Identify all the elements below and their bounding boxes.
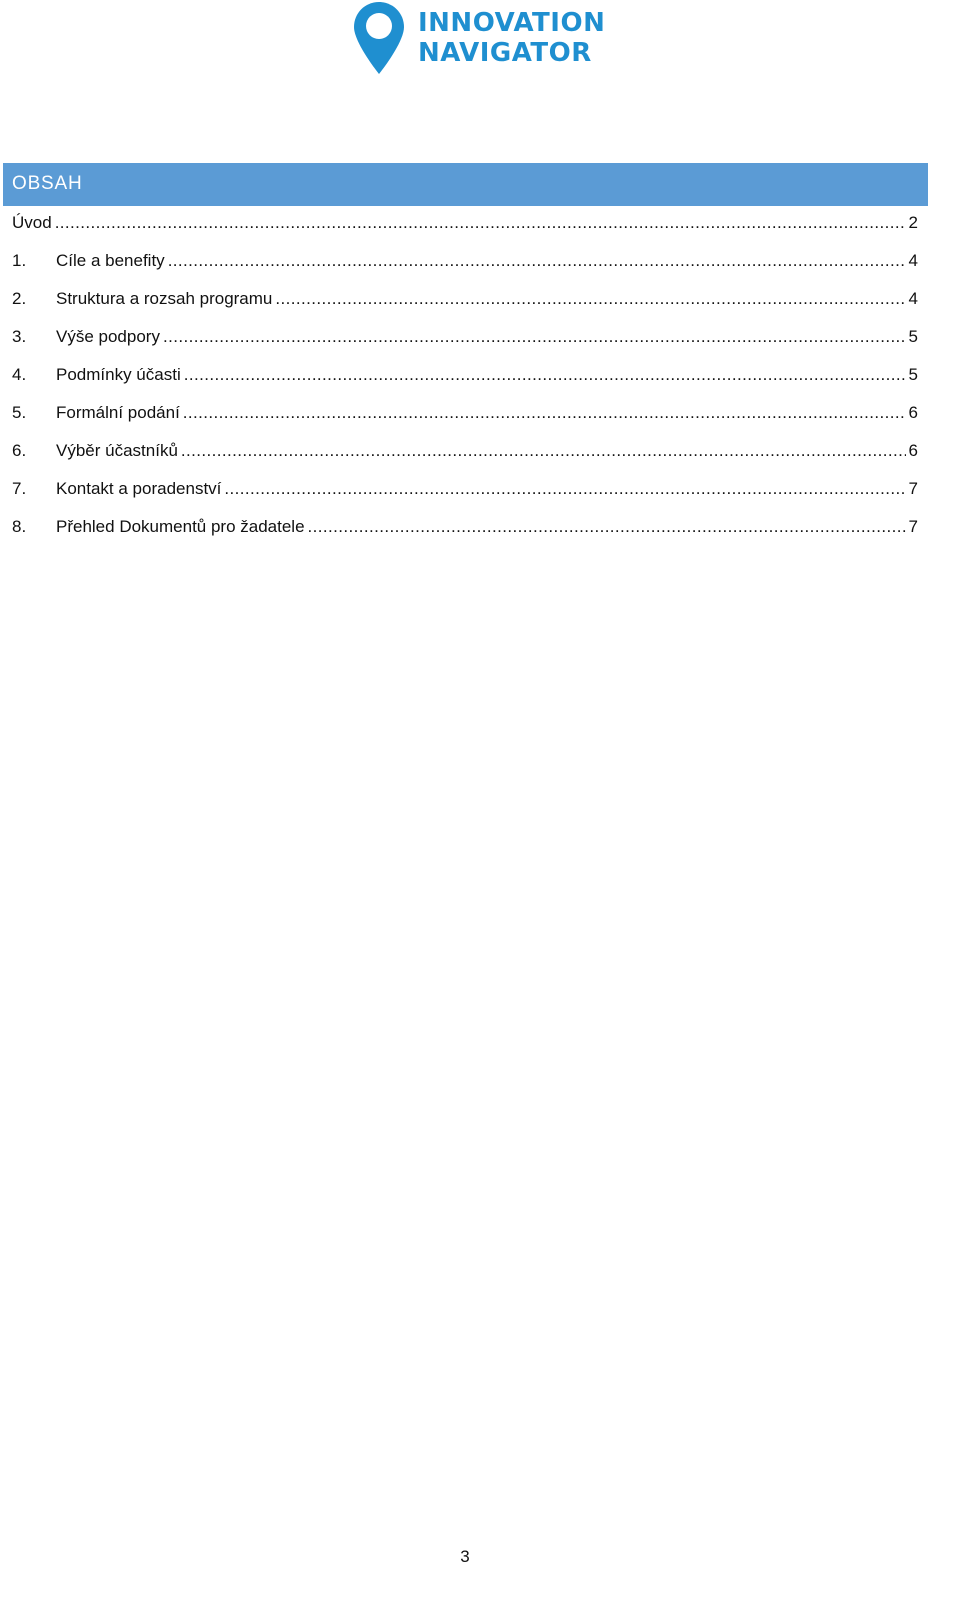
toc-entry-page: 7 (908, 517, 918, 536)
toc-dot-leader (308, 517, 906, 537)
toc-entry-number: 3. (12, 327, 27, 346)
toc-dot-leader (55, 213, 906, 233)
page-number: 3 (460, 1547, 470, 1566)
toc-entry-label: Podmínky účasti (56, 365, 181, 384)
toc-entry-kontakt[interactable] (12, 479, 918, 517)
toc-entry-formalni-podani[interactable] (12, 403, 918, 441)
toc-entry-number: 2. (12, 289, 27, 308)
toc-header-bar (3, 163, 928, 206)
toc-dot-leader (184, 365, 906, 385)
logo-wordmark (418, 8, 605, 68)
toc-entry-prehled-dokumentu[interactable] (12, 517, 918, 555)
toc-entry-page: 2 (908, 213, 918, 232)
toc-entry-label: Úvod (12, 213, 52, 232)
toc-dot-leader (224, 479, 905, 499)
toc-entry-label: Výše podpory (56, 327, 160, 346)
toc-entry-number: 7. (12, 479, 27, 498)
toc-dot-leader (275, 289, 905, 309)
toc-entry-label: Formální podání (56, 403, 180, 422)
toc-entry-vyse-podpory[interactable] (12, 327, 918, 365)
toc-entry-page: 4 (908, 251, 918, 270)
toc-entry-page: 6 (908, 441, 918, 460)
toc-entry-struktura[interactable] (12, 289, 918, 327)
toc-entry-page: 7 (908, 479, 918, 498)
toc-entry-number: 8. (12, 517, 27, 536)
toc-entry-page: 4 (908, 289, 918, 308)
table-of-contents (12, 213, 918, 555)
toc-entry-label: Cíle a benefity (56, 251, 165, 270)
toc-entry-label: Struktura a rozsah programu (56, 289, 273, 308)
toc-dot-leader (163, 327, 906, 347)
logo-line-2: NAVIGATOR (418, 38, 592, 68)
toc-entry-number: 6. (12, 441, 27, 460)
toc-entry-label: Přehled Dokumentů pro žadatele (56, 517, 305, 536)
toc-entry-page: 5 (908, 327, 918, 346)
map-pin-icon (352, 0, 406, 76)
toc-entry-page: 5 (908, 365, 918, 384)
toc-entry-number: 4. (12, 365, 27, 384)
toc-dot-leader (168, 251, 906, 271)
toc-entry-uvod[interactable] (12, 213, 918, 251)
toc-entry-cile-a-benefity[interactable] (12, 251, 918, 289)
toc-entry-label: Kontakt a poradenství (56, 479, 222, 498)
toc-entry-label: Výběr účastníků (56, 441, 178, 460)
toc-entry-number: 5. (12, 403, 27, 422)
toc-entry-page: 6 (908, 403, 918, 422)
toc-title: OBSAH (12, 173, 83, 194)
toc-entry-number: 1. (12, 251, 27, 270)
logo-line-1: INNOVATION (418, 8, 606, 38)
toc-dot-leader (183, 403, 906, 423)
toc-entry-podminky-ucasti[interactable] (12, 365, 918, 403)
toc-dot-leader (181, 441, 906, 461)
innovation-navigator-logo (352, 0, 606, 78)
toc-entry-vyber-ucastniku[interactable] (12, 441, 918, 479)
